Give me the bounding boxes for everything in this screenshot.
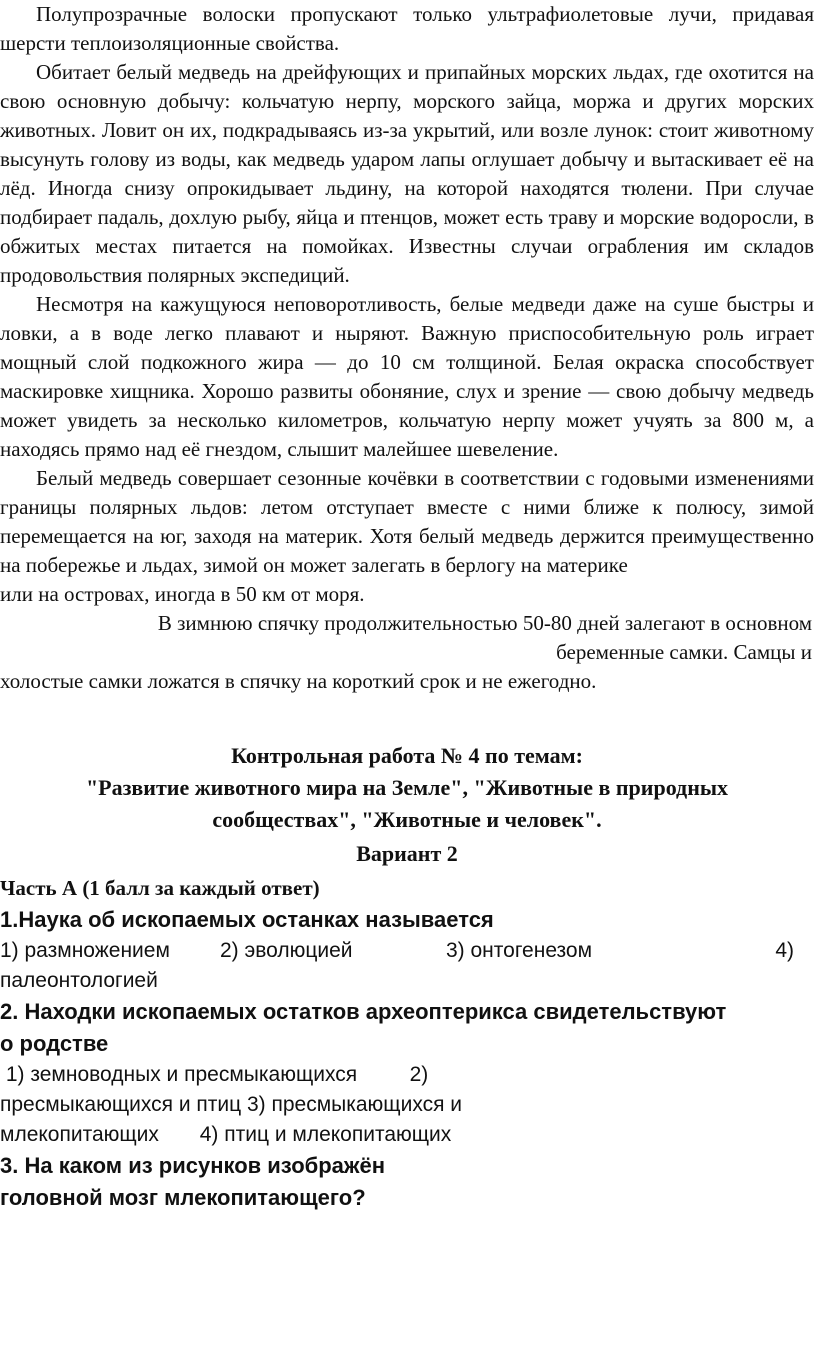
paragraph-agility: Несмотря на кажущуюся неповоротливость, белые медведи даже на суше быстры и ловки, а в воде легко плавают и ныряют. Важную приспособительную роль играет мощный слой подкожного жира — до 10 см толщиной. Белая окраска способствует маскировке хищника. Хорошо развиты обоняние, слух и зрение — свою добычу медведь может увидеть за несколько километров, кольчатую нерпу может учуять за 800 м, а находясь прямо над её гнездом, слышит малейшее шевеление.: [0, 292, 814, 461]
test-title-line-2: "Развитие животного мира на Земле", "Животные в природных: [85, 775, 729, 800]
question-1-answers: [0, 936, 814, 996]
question-1-title: 1.Наука об ископаемых останках называется: [0, 907, 494, 932]
test-title-line-3: сообществах", "Животные и человек".: [212, 807, 602, 832]
question-1-answer-1: 1) размножением: [0, 939, 170, 962]
question-2-title-line-1: 2. Находки ископаемых остатков археоптерикса свидетельствуют: [0, 999, 727, 1024]
article-text: [0, 0, 814, 580]
test-title-line-1: Контрольная работа № 4 по темам:: [231, 743, 583, 768]
line-hibernation-3: холостые самки ложатся в спячку на короткий срок и не ежегодно.: [0, 669, 597, 693]
question-2-answer-line-1: 1) земноводных и пресмыкающихся 2): [0, 1063, 429, 1086]
test-title: [0, 740, 814, 836]
question-1: [0, 904, 814, 996]
question-2: [0, 996, 814, 1150]
question-3: [0, 1150, 814, 1214]
question-2-title-line-2: о родстве: [0, 1031, 109, 1056]
question-2-answer-line-3: млекопитающих 4) птиц и млекопитающих: [0, 1123, 452, 1146]
paragraph-habitat: Обитает белый медведь на дрейфующих и припайных морских льдах, где охотится на свою основную добычу: кольчатую нерпу, морского зайца, моржа и других морских животных. Ловит он их, подкрадываясь из-за укрытий, или возле лунок: стоит животному высунуть голову из воды, как медведь ударом лапы оглушает добычу и вытаскивает её на лёд. Иногда снизу опрокидывает льдину, на которой находятся тюлени. При случае подбирает падаль, дохлую рыбу, яйца и птенцов, может есть траву и морские водоросли, в обжитых местах питается на помойках. Известны случаи ограбления им складов продовольствия полярных экспедиций.: [0, 60, 814, 287]
question-2-answer-line-2: пресмыкающихся и птиц 3) пресмыкающихся и: [0, 1093, 463, 1116]
question-1-answer-3: 3) онтогенезом: [446, 939, 593, 962]
paragraph-fur: Полупрозрачные волоски пропускают только ультрафиолетовые лучи, придавая шерсти теплоизоляционные свойства.: [0, 2, 814, 55]
question-2-answers: [0, 1060, 814, 1150]
line-hibernation-1: В зимнюю спячку продолжительностью 50-80 дней залегают в основном: [157, 611, 812, 635]
part-heading: Часть А (1 балл за каждый ответ): [0, 876, 320, 900]
line-hibernation-2: беременные самки. Самцы и: [556, 640, 812, 664]
question-1-answer-4-number: 4): [775, 939, 794, 962]
line-islands: или на островах, иногда в 50 км от моря.: [0, 582, 365, 606]
question-1-answer-row: [0, 936, 814, 966]
paragraph-migration: Белый медведь совершает сезонные кочёвки в соответствии с годовыми изменениями границы полярных льдов: летом отступает вместе с ними ближе к полюсу, зимой перемещается на юг, заходя на материк. Хотя белый медведь держится преимущественно на побережье и льдах, зимой он может залегать в берлогу на материке: [0, 466, 814, 577]
question-3-title-line-2: головной мозг млекопитающего?: [0, 1185, 366, 1210]
question-3-title-line-1: 3. На каком из рисунков изображён: [0, 1153, 386, 1178]
question-1-answer-2: 2) эволюцией: [220, 939, 353, 962]
variant-heading: Вариант 2: [356, 841, 458, 866]
question-1-answer-4-text: палеонтологией: [0, 969, 158, 992]
